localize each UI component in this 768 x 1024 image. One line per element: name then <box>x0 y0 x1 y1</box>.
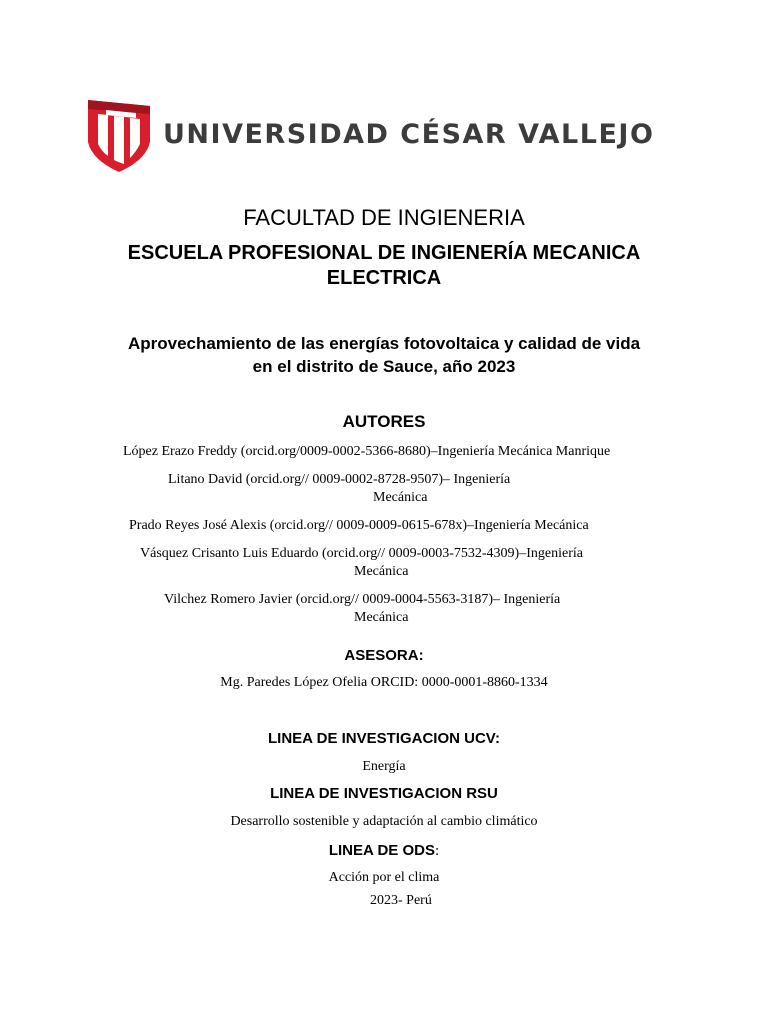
thesis-title-line1: Aprovechamiento de las energías fotovoltaica y calidad de vida <box>127 334 641 353</box>
footer-year-country: 2023- Perú <box>370 893 432 908</box>
author-4: Vásquez Crisanto Luis Eduardo (orcid.org// 0009-0003-7532-4309)–Ingeniería <box>140 546 583 561</box>
advisor-name: Mg. Paredes López Ofelia ORCID: 0000-0001-8860-1334 <box>220 675 548 690</box>
thesis-title-line2: en el distrito de Sauce, año 2023 <box>252 357 516 376</box>
author-2-cont: Mecánica <box>373 490 428 505</box>
authors-heading: AUTORES <box>342 412 426 431</box>
ods-value: Acción por el clima <box>328 870 440 885</box>
faculty-title: FACULTAD DE INGIENERIA <box>243 205 525 230</box>
author-5-cont: Mecánica <box>354 610 409 625</box>
author-5: Vilchez Romero Javier (orcid.org// 0009-0004-5563-3187)– Ingeniería <box>164 592 561 607</box>
author-1: López Erazo Freddy (orcid.org/0009-0002-5366-8680)–Ingeniería Mecánica Manrique <box>123 444 611 459</box>
author-4-cont: Mecánica <box>354 564 409 579</box>
ods-heading-row <box>0 842 768 860</box>
author-3: Prado Reyes José Alexis (orcid.org// 0009-0009-0615-678x)–Ingeniería Mecánica <box>129 518 589 533</box>
school-title-line1: ESCUELA PROFESIONAL DE INGIENERÍA MECANICA <box>127 242 641 264</box>
advisor-heading: ASESORA: <box>344 647 424 664</box>
university-name: UNIVERSIDAD CÉSAR VALLEJO <box>163 119 655 150</box>
school-title-line2: ELECTRICA <box>326 267 442 289</box>
research-line-rsu-value: Desarrollo sostenible y adaptación al cambio climático <box>230 814 538 829</box>
university-shield-icon <box>88 100 150 172</box>
research-line-ucv-heading: LINEA DE INVESTIGACION UCV: <box>268 730 500 747</box>
research-line-rsu-heading: LINEA DE INVESTIGACION RSU <box>270 785 498 802</box>
author-2: Litano David (orcid.org// 0009-0002-8728-9507)– Ingeniería <box>168 472 511 487</box>
ods-heading: LINEA DE ODS <box>328 842 435 859</box>
research-line-ucv-value: Energía <box>362 759 406 774</box>
ods-heading-colon: : <box>434 843 440 859</box>
